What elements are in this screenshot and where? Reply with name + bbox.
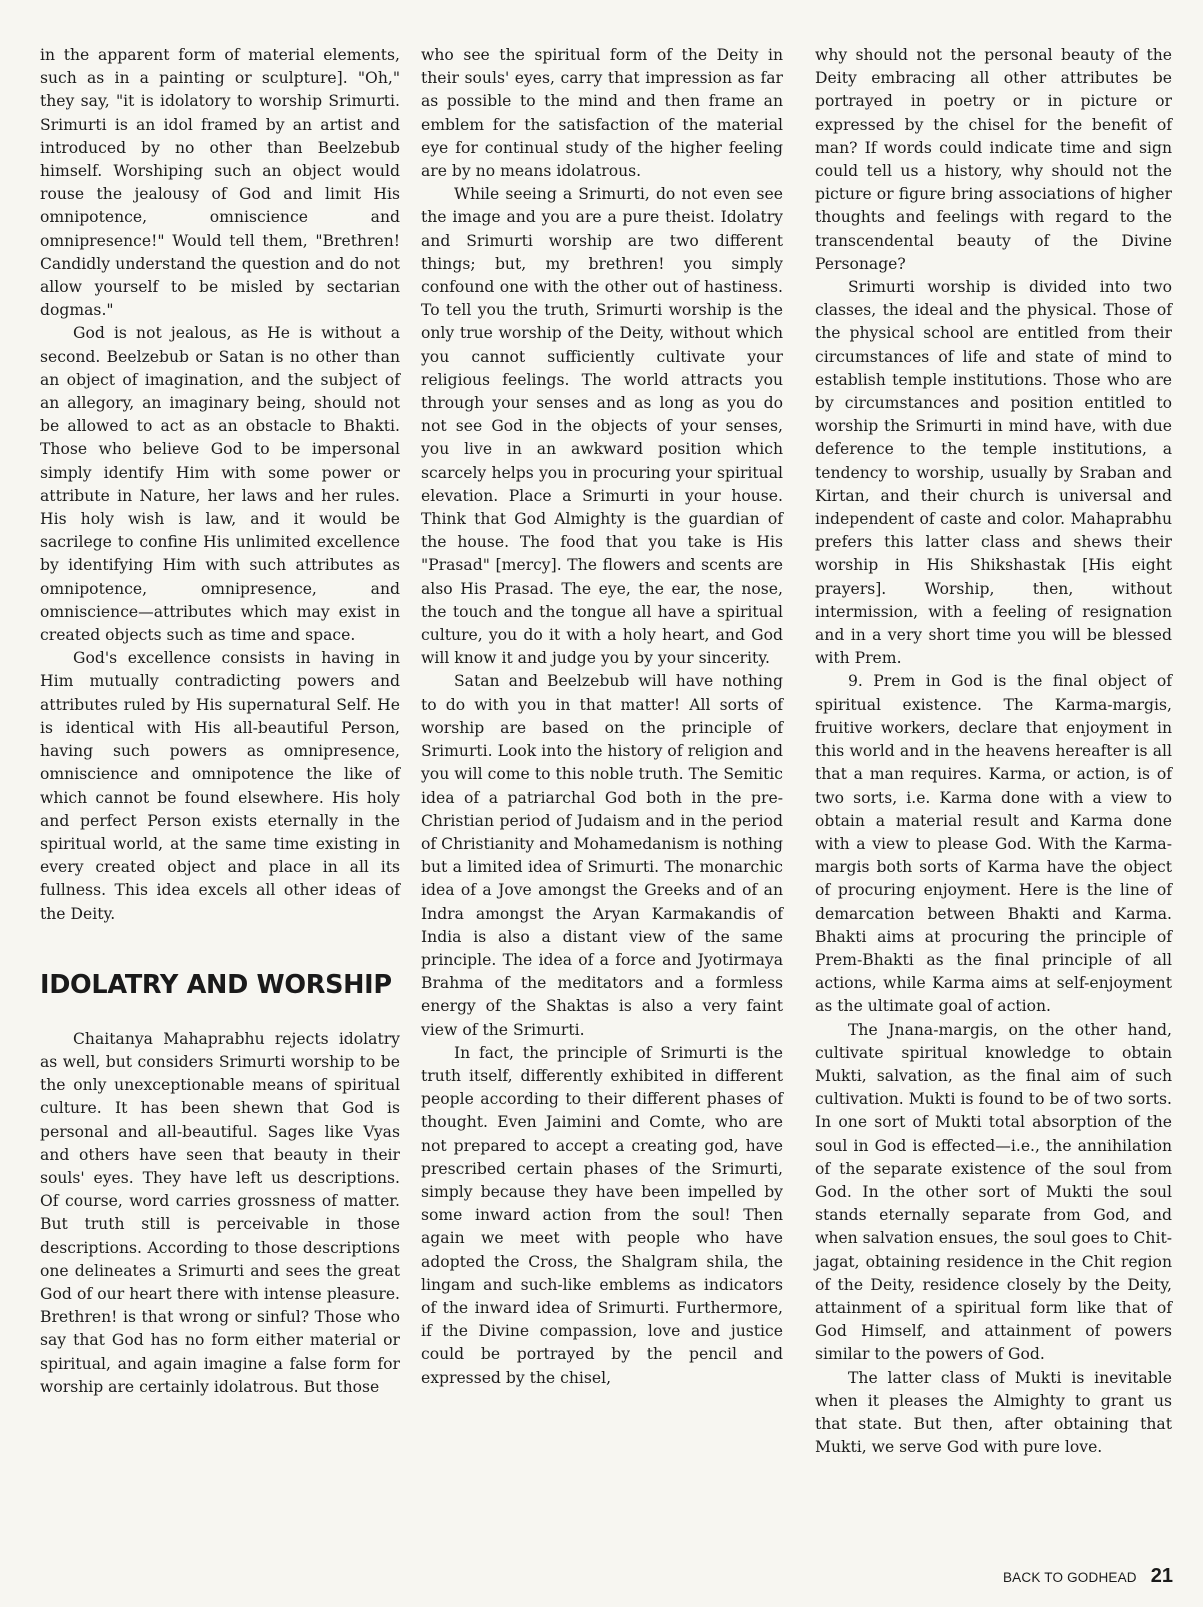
paragraph: The Jnana-margis, on the other hand, cultivate spiritual knowledge to obtain Mukti, salvation, as the final aim of such cultivation. Mukti is found to be of two sorts. In one sort of Mukti total absorption of the soul in God is effected—i.e., the annihilation of the separate existence of the soul from God. In the other sort of Mukti the soul stands eternally separate from God, and when salvation ensues, the soul goes to Chit-jagat, obtaining residence in the Chit region of the Deity, residence closely by the Deity, attainment of a spiritual form like that of God Himself, and attainment of powers similar to the powers of God. (815, 1020, 1172, 1364)
column-2 (421, 44, 783, 1390)
paragraph: Chaitanya Mahaprabhu rejects idolatry as well, but considers Srimurti worship to be the only unexceptionable means of spiritual culture. It has been shewn that God is personal and all-beautiful. Sages like Vyas and others have seen that beauty in their souls' eyes. They have left us descriptions. Of course, word carries grossness of matter. But truth still is perceivable in those descriptions. According to those descriptions one delineates a Srimurti and sees the great God of our heart there with intense pleasure. Brethren! is that wrong or sinful? Those who say that God has no form either material or spiritual, and again imagine a false form for worship are certainly idolatrous. But those (40, 1029, 400, 1396)
paragraph: Satan and Beelzebub will have nothing to do with you in that matter! All sorts of worship are based on the principle of Srimurti. Look into the history of religion and you will come to this noble truth. The Semitic idea of a patriarchal God both in the pre-Christian period of Judaism and in the period of Christianity and Mohamedanism is nothing but a limited idea of Srimurti. The monarchic idea of a Jove amongst the Greeks and of an Indra amongst the Aryan Karmakandis of India is also a distant view of the same principle. The idea of a force and Jyotirmaya Brahma of the meditators and a formless energy of the Shaktas is also a very faint view of the Srimurti. (421, 672, 783, 1039)
paragraph: who see the spiritual form of the Deity in their souls' eyes, carry that impression as far as possible to the mind and then frame an emblem for the satisfaction of the material eye for continual study of the higher feeling are by no means idolatrous. (421, 46, 783, 181)
paragraph: 9. Prem in God is the final object of spiritual existence. The Karma-margis, fruitive workers, declare that enjoyment in this world and in the heavens hereafter is all that a man requires. Karma, or action, is of two sorts, i.e. Karma done with a view to obtain a material result and Karma done with a view to please God. With the Karma-margis both sorts of Karma have the object of procuring enjoyment. Here is the line of demarcation between Bhakti and Karma. Bhakti aims at procuring the principle of Prem-Bhakti as the final principle of all actions, while Karma aims at self-enjoyment as the ultimate goal of action. (815, 672, 1172, 1016)
paragraph: God is not jealous, as He is without a second. Beelzebub or Satan is no other than an object of imagination, and the subject of an allegory, an imaginary being, should not be allowed to act as an obstacle to Bhakti. Those who believe God to be impersonal simply identify Him with some power or attribute in Nature, her laws and her rules. His holy wish is law, and it would be sacrilege to confine His unlimited excellence by identifying Him with such attributes as omnipotence, omnipresence, and omniscience—attributes which may exist in created objects such as time and space. (40, 324, 400, 645)
page-footer (1003, 1565, 1173, 1588)
section-heading: IDOLATRY AND WORSHIP (40, 969, 392, 1000)
paragraph: why should not the personal beauty of the Deity embracing all other attributes be portrayed in poetry or in picture or expressed by the chisel for the benefit of man? If words could indicate time and sign could tell us a history, why should not the picture or figure bring associations of higher thoughts and feelings with regard to the transcendental beauty of the Divine Personage? (815, 46, 1172, 273)
paragraph: While seeing a Srimurti, do not even see the image and you are a pure theist. Idolatry and Srimurti worship are two different things; but, my brethren! you simply confound one with the other out of hastiness. To tell you the truth, Srimurti worship is the only true worship of the Deity, without which you cannot sufficiently cultivate your religious feelings. The world attracts you through your senses and as long as you do not see God in the objects of your senses, you live in an awkward position which scarcely helps you in procuring your spiritual elevation. Place a Srimurti in your house. Think that God Almighty is the guardian of the house. The food that you take is His "Prasad" [mercy]. The flowers and scents are also His Prasad. The eye, the ear, the nose, the touch and the tongue all have a spiritual culture, you do it with a holy heart, and God will know it and judge you by your sincerity. (421, 185, 783, 668)
page-number: 21 (1150, 1565, 1173, 1587)
paragraph: Srimurti worship is divided into two classes, the ideal and the physical. Those of the physical school are entitled from their circumstances of life and state of mind to establish temple institutions. Those who are by circumstances and position entitled to worship the Srimurti in mind have, with due deference to the temple institutions, a tendency to worship, usually by Sraban and Kirtan, and their church is universal and independent of caste and color. Mahaprabhu prefers this latter class and shews their worship in His Shikshastak [His eight prayers]. Worship, then, without intermission, with a feeling of resignation and in a very short time you will be blessed with Prem. (815, 278, 1172, 668)
paragraph: In fact, the principle of Srimurti is the truth itself, differently exhibited in different people according to their different phases of thought. Even Jaimini and Comte, who are not prepared to accept a creating god, have prescribed certain phases of the Srimurti, simply because they have been impelled by some inward action from the soul! Then again we meet with people who have adopted the Cross, the Shalgram shila, the lingam and such-like emblems as indicators of the inward idea of Srimurti. Furthermore, if the Divine compassion, love and justice could be portrayed by the pencil and expressed by the chisel, (421, 1043, 783, 1387)
paragraph: God's excellence consists in having in Him mutually contradicting powers and attributes ruled by His supernatural Self. He is identical with His all-beautiful Person, having such powers as omnipresence, omniscience and omnipotence the like of which cannot be found elsewhere. His holy and perfect Person exists eternally in the spiritual world, at the same time existing in every created object and place in all its fullness. This idea excels all other ideas of the Deity. (40, 649, 400, 923)
column-1 (40, 44, 400, 1399)
paragraph: The latter class of Mukti is inevitable when it pleases the Almighty to grant us that state. But then, after obtaining that Mukti, we serve God with pure love. (815, 1368, 1172, 1457)
magazine-title: BACK TO GODHEAD (1002, 1570, 1137, 1585)
column-3 (815, 44, 1172, 1459)
paragraph: in the apparent form of material elements, such as in a painting or sculpture]. "Oh," they say, "it is idolatory to worship Srimurti. Srimurti is an idol framed by an artist and introduced by no other than Beelzebub himself. Worshiping such an object would rouse the jealousy of God and limit His omnipotence, omniscience and omnipresence!" Would tell them, "Brethren! Candidly understand the question and do not allow yourself to be misled by sectarian dogmas." (40, 46, 400, 320)
